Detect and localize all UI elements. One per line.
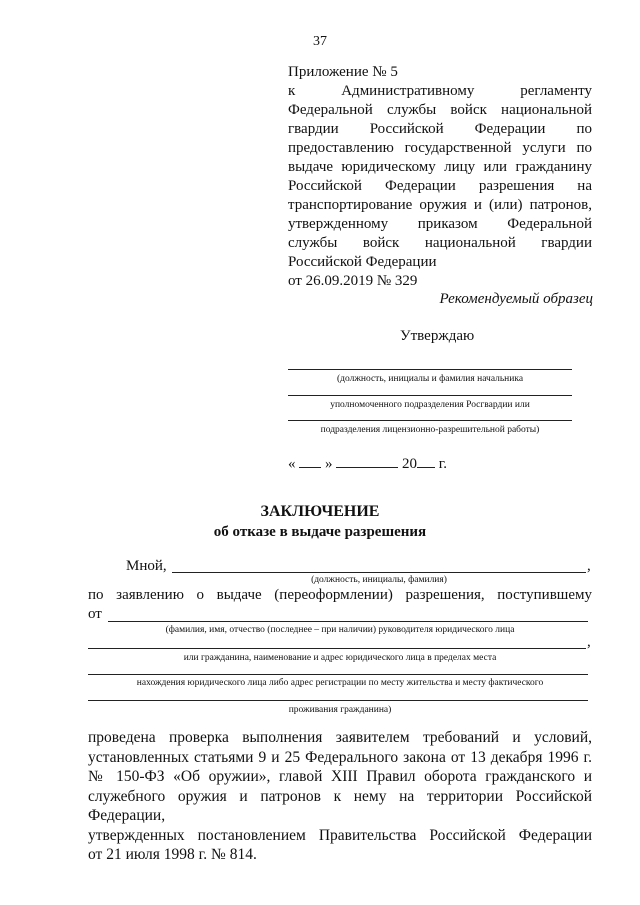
appendix-title: Приложение № 5	[288, 64, 398, 80]
approve-date	[288, 455, 447, 474]
date-year: 20	[402, 456, 417, 472]
document-subtitle: об отказе в выдаче разрешения	[213, 524, 427, 540]
comma: ,	[587, 634, 591, 650]
signature-line	[288, 369, 572, 370]
appendix-line: выдаче юридическому лицу или гражданину	[288, 159, 592, 175]
appendix-line: Российской Федерации разрешения на	[288, 178, 592, 194]
appendix-line: к Административному регламенту	[288, 83, 592, 99]
body-line: от 21 июля 1998 г. № 814.	[88, 846, 257, 863]
appendix-line: предоставлению государственной услуги по	[288, 140, 592, 156]
applicant-caption: (фамилия, имя, отчество (последнее – при наличии) руководителя юридического лица	[165, 625, 515, 635]
applicant-line-3[interactable]	[88, 674, 588, 675]
month-blank[interactable]	[336, 455, 398, 468]
appendix-line: утвержденному приказом Федеральной	[288, 216, 592, 232]
approve-caption: подразделения лицензионно-разрешительной работы)	[320, 425, 540, 435]
body-line: утвержденных постановлением Правительства Российской Федерации	[88, 826, 592, 844]
approve-caption: уполномоченного подразделения Росгвардии или	[330, 400, 530, 410]
body-line: проведена проверка выполнения заявителем требований и условий,	[88, 729, 592, 746]
date-g: г.	[438, 456, 447, 472]
signature-line	[288, 395, 572, 396]
from-label: от	[88, 606, 102, 622]
appendix-line: Федеральной службы войск национальной	[288, 102, 592, 118]
body-line: № 150-ФЗ «Об оружии», главой XIII Правил оборота гражданского и	[88, 768, 592, 785]
applicant-line-2[interactable]	[88, 648, 586, 649]
residence-caption: проживания гражданина)	[288, 705, 392, 715]
citizen-caption: или гражданина, наименование и адрес юридического лица в пределах места	[183, 653, 497, 663]
day-blank[interactable]	[299, 455, 321, 468]
appendix-line: службы войск национальной гвардии	[288, 235, 592, 251]
page-number: 37	[313, 34, 327, 49]
date-quote-open: «	[288, 456, 296, 472]
appendix-line: гвардии Российской Федерации по	[288, 121, 592, 137]
appendix-line: транспортирование оружия и (или) патронов,	[288, 197, 592, 213]
appendix-date: от 26.09.2019 № 329	[288, 273, 418, 289]
document-title: ЗАКЛЮЧЕНИЕ	[260, 503, 380, 520]
position-line[interactable]	[172, 572, 586, 573]
appendix-line: Российской Федерации	[288, 254, 437, 270]
approve-word: Утверждаю	[400, 328, 475, 344]
approve-caption: (должность, инициалы и фамилия начальника	[336, 374, 524, 384]
year-blank[interactable]	[417, 455, 435, 468]
body-line: установленных статьями 9 и 25 Федерального закона от 13 декабря 1996 г.	[88, 748, 592, 766]
body-line: служебного оружия и патронов к нему на территории Российской Федерации,	[88, 787, 592, 824]
applicant-line[interactable]	[108, 621, 588, 622]
location-caption: нахождения юридического лица либо адрес регистрации по месту жительства и месту фактического	[136, 678, 544, 688]
signature-line	[288, 420, 572, 421]
comma: ,	[587, 558, 591, 574]
by-me-label: Мной,	[126, 558, 167, 574]
date-quote-close: »	[325, 456, 333, 472]
application-line: по заявлению о выдаче (переоформлении) разрешения, поступившему	[88, 587, 592, 603]
body-paragraph	[88, 728, 592, 865]
position-caption: (должность, инициалы, фамилия)	[311, 575, 447, 585]
sample-note: Рекомендуемый образец	[439, 291, 593, 307]
appendix-block	[288, 63, 592, 291]
applicant-line-4[interactable]	[88, 700, 588, 701]
